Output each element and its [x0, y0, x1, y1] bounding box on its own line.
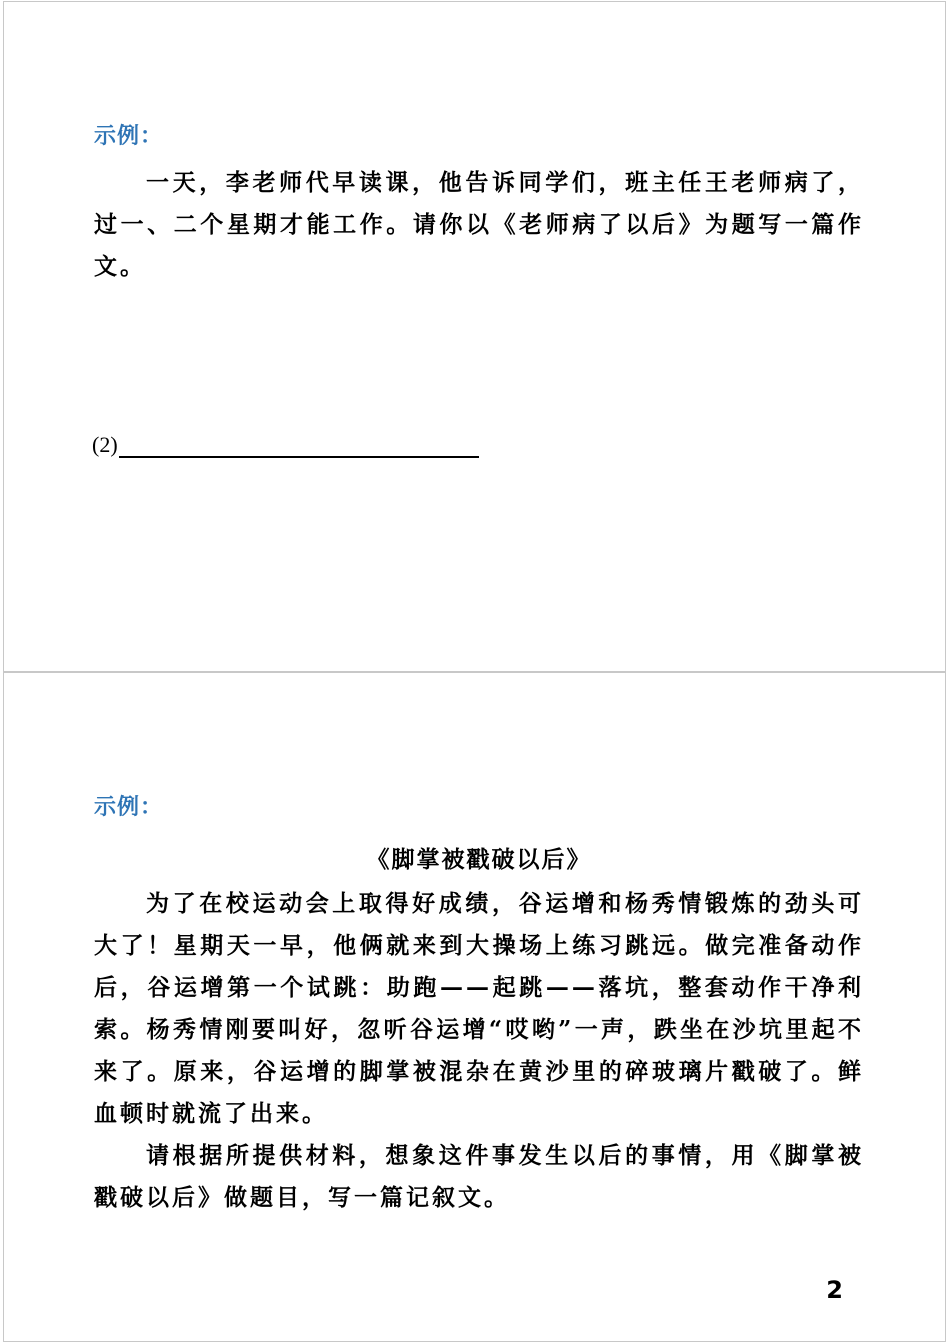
- instruction-paragraph: 请根据所提供材料，想象这件事发生以后的事情，用《脚掌被戳破以后》做题目，写一篇记叙文。: [94, 1142, 864, 1211]
- page-number: 2: [826, 1276, 843, 1304]
- example-label: 示例：: [94, 795, 164, 820]
- slide-1: [3, 1, 946, 672]
- essay-title: 《脚掌被戳破以后》: [366, 846, 592, 873]
- slide-2: [3, 672, 946, 1342]
- example-label: 示例：: [94, 124, 164, 149]
- material-paragraph: 为了在校运动会上取得好成绩，谷运增和杨秀情锻炼的劲头可大了！星期天一早，他俩就来到大操场上练习跳远。做完准备动作后，谷运增第一个试跳：助跑——起跳——落坑，整套动作干净利索。杨秀情刚要叫好，忽听谷运增“哎哟”一声，跌坐在沙坑里起不来了。原来，谷运增的脚掌被混杂在黄沙里的碎玻璃片戳破了。鲜血顿时就流了出来。: [94, 890, 864, 1127]
- blank-underline: [119, 429, 479, 458]
- fill-in-blank: [92, 429, 479, 458]
- item-number: (2): [92, 432, 118, 457]
- example-paragraph: 一天，李老师代早读课，他告诉同学们，班主任王老师病了，过一、二个星期才能工作。请你以《老师病了以后》为题写一篇作文。: [94, 169, 864, 280]
